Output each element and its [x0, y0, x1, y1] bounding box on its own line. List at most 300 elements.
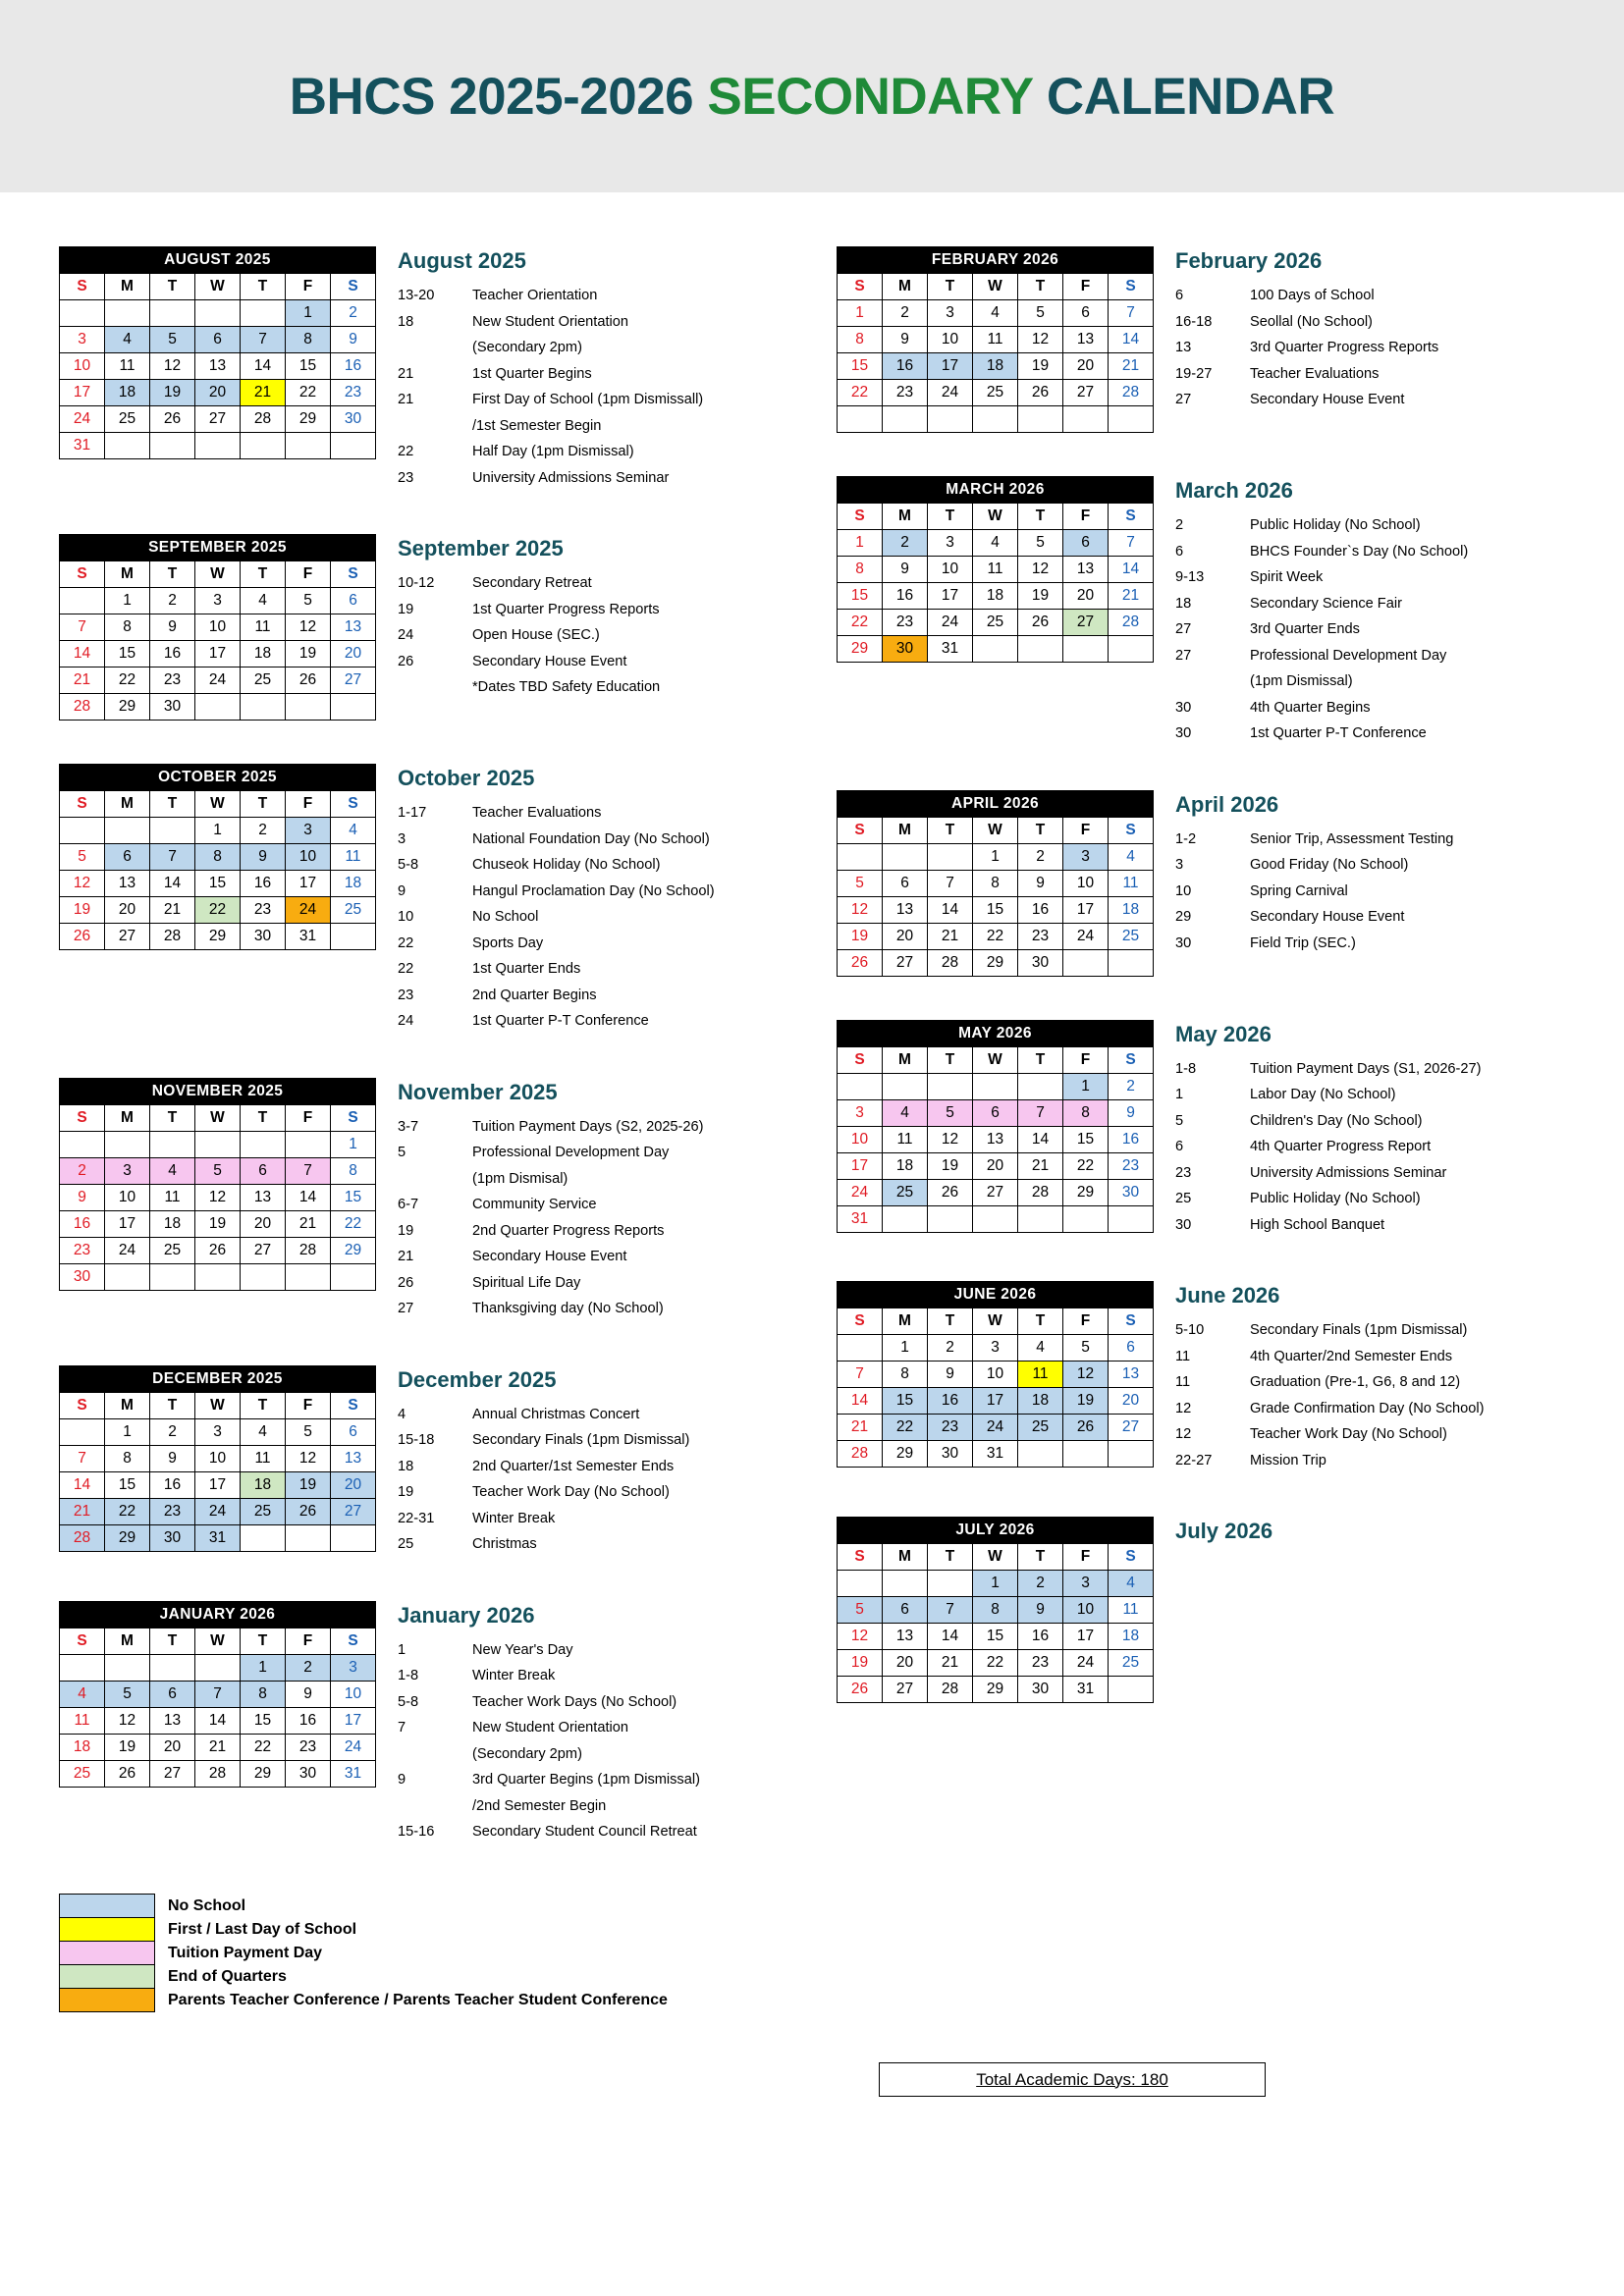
calendar-day-cell: 19 [105, 1734, 150, 1760]
calendar-day-cell: 27 [331, 667, 376, 694]
event-date: 3 [1175, 857, 1184, 873]
calendar-grid-july-2026 [837, 1517, 1154, 1703]
day-of-week-header: F [286, 791, 331, 818]
event-row [398, 597, 785, 623]
event-description: Thanksgiving day (No School) [472, 1301, 664, 1316]
calendar-day-cell: 24 [60, 406, 105, 433]
events-title: May 2026 [1175, 1021, 1272, 1046]
day-of-week-header: S [838, 1046, 883, 1073]
calendar-day-cell: 6 [241, 1157, 286, 1184]
calendar-day-cell: 8 [331, 1157, 376, 1184]
calendar-day-cell: 10 [1063, 1597, 1109, 1624]
calendar-day-cell [973, 1205, 1018, 1232]
event-row [398, 1506, 785, 1532]
event-description: Teacher Work Day (No School) [1250, 1426, 1447, 1442]
events-list-october-2025 [376, 764, 785, 1035]
day-of-week-header: T [1018, 504, 1063, 530]
calendar-week-row [838, 1126, 1154, 1152]
day-of-week-header: T [928, 504, 973, 530]
event-description: 4th Quarter Begins [1250, 699, 1371, 716]
calendar-week-row [60, 871, 376, 897]
event-date: 30 [1175, 725, 1192, 741]
event-description: 2nd Quarter/1st Semester Ends [472, 1458, 675, 1474]
event-date: 3-7 [398, 1118, 419, 1135]
day-of-week-header: W [195, 274, 241, 300]
event-description: Spirit Week [1250, 569, 1324, 585]
month-block-october-2025 [59, 764, 785, 1035]
calendar-day-cell: 23 [1018, 1650, 1063, 1677]
calendar-day-cell: 5 [1018, 300, 1063, 327]
event-row [398, 1767, 785, 1793]
calendar-week-row [60, 1445, 376, 1471]
calendar-day-cell [60, 588, 105, 614]
day-of-week-header: M [105, 791, 150, 818]
calendar-day-cell: 4 [883, 1099, 928, 1126]
calendar-day-cell: 13 [1109, 1362, 1154, 1388]
calendar-day-cell [883, 406, 928, 433]
calendar-day-cell: 7 [838, 1362, 883, 1388]
calendar-day-cell: 20 [241, 1210, 286, 1237]
day-of-week-header: T [928, 1544, 973, 1571]
calendar-day-cell: 18 [973, 583, 1018, 610]
calendar-day-cell: 2 [150, 588, 195, 614]
calendar-week-row [60, 1237, 376, 1263]
calendar-day-cell: 21 [195, 1734, 241, 1760]
calendar-day-cell: 8 [105, 1445, 150, 1471]
calendar-day-cell: 24 [838, 1179, 883, 1205]
calendar-day-cell: 2 [150, 1418, 195, 1445]
event-row [398, 1244, 785, 1270]
calendar-day-cell: 29 [105, 694, 150, 721]
calendar-day-cell: 1 [105, 588, 150, 614]
calendar-day-cell: 16 [883, 583, 928, 610]
calendar-day-cell: 6 [105, 844, 150, 871]
legend-label: First / Last Day of School [168, 1920, 357, 1938]
calendar-day-cell: 9 [883, 327, 928, 353]
calendar-day-cell: 30 [331, 406, 376, 433]
day-of-week-header: W [195, 791, 241, 818]
calendar-day-cell: 3 [973, 1335, 1018, 1362]
legend-row [59, 1989, 1624, 2012]
calendar-day-cell: 3 [1063, 843, 1109, 870]
calendar-day-cell [105, 1654, 150, 1681]
calendar-day-cell: 27 [973, 1179, 1018, 1205]
event-description: Teacher Work Day (No School) [472, 1484, 670, 1500]
calendar-day-cell: 22 [241, 1734, 286, 1760]
calendar-day-cell: 6 [331, 1418, 376, 1445]
calendar-day-cell [928, 1571, 973, 1597]
day-of-week-header: T [1018, 1544, 1063, 1571]
calendar-day-cell: 30 [150, 1524, 195, 1551]
calendar-day-cell: 15 [286, 353, 331, 380]
event-date: 19 [398, 1484, 414, 1500]
month-grid-title: FEBRUARY 2026 [838, 247, 1154, 274]
calendar-day-cell: 31 [331, 1760, 376, 1787]
event-row [1175, 564, 1563, 591]
calendar-day-cell: 25 [883, 1179, 928, 1205]
day-of-week-header: S [331, 791, 376, 818]
calendar-day-cell [105, 1131, 150, 1157]
calendar-day-cell: 12 [1018, 327, 1063, 353]
calendar-week-row [838, 1388, 1154, 1415]
calendar-day-cell: 19 [286, 641, 331, 667]
calendar-week-row [838, 1597, 1154, 1624]
legend-label: Parents Teacher Conference / Parents Teacher Student Conference [168, 1991, 668, 2008]
month-block-july-2026 [837, 1517, 1563, 1703]
event-row [398, 931, 785, 957]
event-date: 1-17 [398, 805, 427, 821]
calendar-day-cell: 29 [838, 636, 883, 663]
event-description: Chuseok Holiday (No School) [472, 857, 661, 873]
event-description: Good Friday (No School) [1250, 857, 1409, 873]
event-date [398, 674, 472, 701]
calendar-day-cell: 10 [928, 327, 973, 353]
calendar-week-row [60, 1734, 376, 1760]
event-date: 6 [1175, 1139, 1184, 1154]
calendar-day-cell: 4 [1109, 843, 1154, 870]
day-of-week-header: F [286, 274, 331, 300]
month-grid-title: OCTOBER 2025 [60, 765, 376, 791]
calendar-week-row [838, 300, 1154, 327]
calendar-week-row [60, 300, 376, 327]
calendar-day-cell [60, 1418, 105, 1445]
event-row [398, 570, 785, 597]
event-row [398, 1479, 785, 1506]
events-list-december-2025 [376, 1365, 785, 1558]
calendar-day-cell [838, 1571, 883, 1597]
calendar-day-cell: 13 [105, 871, 150, 897]
event-date: 12 [1175, 1426, 1192, 1442]
calendar-grid-october-2025 [59, 764, 376, 950]
calendar-day-cell: 25 [973, 610, 1018, 636]
calendar-day-cell: 20 [1109, 1388, 1154, 1415]
calendar-day-cell: 3 [928, 300, 973, 327]
calendar-week-row [838, 327, 1154, 353]
calendar-day-cell: 14 [195, 1707, 241, 1734]
calendar-day-cell: 22 [105, 667, 150, 694]
event-date: 27 [1175, 647, 1192, 664]
calendar-day-cell: 21 [60, 667, 105, 694]
day-of-week-header: T [241, 274, 286, 300]
event-date: 23 [398, 469, 414, 486]
calendar-day-cell: 6 [195, 327, 241, 353]
events-list-april-2026 [1154, 790, 1563, 957]
month-block-april-2026 [837, 790, 1563, 977]
event-description: Secondary House Event [1250, 909, 1405, 925]
events-title: August 2025 [398, 248, 526, 273]
event-row [398, 1296, 785, 1322]
calendar-day-cell: 15 [838, 353, 883, 380]
calendar-day-cell [838, 1335, 883, 1362]
day-of-week-header: T [241, 1628, 286, 1654]
event-date: 6 [1175, 288, 1184, 303]
event-date [398, 1166, 472, 1193]
calendar-day-cell: 1 [838, 300, 883, 327]
calendar-day-cell: 26 [838, 1677, 883, 1703]
calendar-day-cell: 1 [105, 1418, 150, 1445]
calendar-day-cell: 10 [973, 1362, 1018, 1388]
calendar-day-cell: 13 [883, 896, 928, 923]
day-of-week-header: S [838, 817, 883, 843]
calendar-day-cell: 21 [286, 1210, 331, 1237]
event-row [1175, 1421, 1563, 1448]
calendar-day-cell [1063, 1441, 1109, 1468]
calendar-day-cell: 14 [286, 1184, 331, 1210]
calendar-day-cell: 4 [105, 327, 150, 353]
events-list-june-2026 [1154, 1281, 1563, 1473]
calendar-day-cell: 3 [1063, 1571, 1109, 1597]
calendar-day-cell: 22 [195, 897, 241, 924]
calendar-day-cell: 11 [1018, 1362, 1063, 1388]
calendar-day-cell: 22 [838, 380, 883, 406]
day-of-week-header: S [1109, 1544, 1154, 1571]
calendar-day-cell: 17 [928, 583, 973, 610]
day-of-week-header: T [928, 274, 973, 300]
calendar-day-cell: 9 [1109, 1099, 1154, 1126]
day-of-week-header: F [286, 561, 331, 588]
calendar-day-cell: 19 [150, 380, 195, 406]
calendar-day-cell: 26 [1018, 380, 1063, 406]
legend-swatch-tuition [59, 1941, 155, 1965]
calendar-day-cell [1109, 949, 1154, 976]
events-list-november-2025 [376, 1078, 785, 1322]
day-of-week-header: T [1018, 817, 1063, 843]
calendar-day-cell: 23 [331, 380, 376, 406]
calendar-day-cell: 1 [286, 300, 331, 327]
calendar-day-cell: 19 [286, 1471, 331, 1498]
event-date: 11 [1175, 1348, 1191, 1364]
calendar-week-row [838, 1677, 1154, 1703]
calendar-day-cell: 26 [105, 1760, 150, 1787]
calendar-day-cell: 29 [105, 1524, 150, 1551]
event-date: 29 [1175, 909, 1192, 925]
event-date: 3 [398, 830, 406, 847]
event-row [398, 1637, 785, 1664]
event-date: 25 [398, 1536, 414, 1552]
calendar-day-cell: 8 [1063, 1099, 1109, 1126]
day-of-week-header: S [331, 1104, 376, 1131]
event-row [398, 1793, 785, 1820]
event-description: 1st Quarter Begins [472, 365, 592, 382]
calendar-day-cell: 27 [105, 924, 150, 950]
event-description: Public Holiday (No School) [1250, 517, 1421, 533]
calendar-day-cell: 26 [1018, 610, 1063, 636]
event-row [398, 904, 785, 931]
calendar-week-row [60, 1524, 376, 1551]
calendar-day-cell: 6 [1109, 1335, 1154, 1362]
event-date [398, 413, 472, 440]
calendar-day-cell [286, 1524, 331, 1551]
calendar-day-cell: 27 [241, 1237, 286, 1263]
legend-label: Tuition Payment Day [168, 1944, 323, 1961]
event-row [398, 1715, 785, 1741]
calendar-day-cell [928, 406, 973, 433]
calendar-day-cell: 7 [60, 614, 105, 641]
calendar-day-cell: 7 [928, 870, 973, 896]
event-description: *Dates TBD Safety Education [472, 679, 661, 695]
calendar-day-cell: 19 [928, 1152, 973, 1179]
calendar-day-cell: 13 [331, 1445, 376, 1471]
events-list-march-2026 [1154, 476, 1563, 747]
calendar-day-cell: 2 [883, 300, 928, 327]
calendar-day-cell: 28 [1018, 1179, 1063, 1205]
day-of-week-header: F [1063, 504, 1109, 530]
calendar-day-cell: 17 [195, 641, 241, 667]
calendar-day-cell: 24 [195, 667, 241, 694]
event-row [1175, 1396, 1563, 1422]
calendar-day-cell: 18 [1109, 1624, 1154, 1650]
calendar-week-row [60, 1131, 376, 1157]
calendar-day-cell: 6 [1063, 300, 1109, 327]
calendar-day-cell: 21 [1018, 1152, 1063, 1179]
month-block-november-2025 [59, 1078, 785, 1322]
day-of-week-header: M [105, 1104, 150, 1131]
event-date: 1 [1175, 1087, 1184, 1102]
calendar-week-row [838, 1362, 1154, 1388]
event-date: 12 [1175, 1400, 1192, 1416]
event-row [398, 649, 785, 675]
calendar-day-cell: 23 [286, 1734, 331, 1760]
calendar-day-cell: 18 [105, 380, 150, 406]
event-row [1175, 931, 1563, 957]
event-date: 9 [398, 1772, 406, 1788]
calendar-day-cell [928, 843, 973, 870]
calendar-day-cell [331, 433, 376, 459]
month-grid-title: DECEMBER 2025 [60, 1365, 376, 1392]
calendar-week-row [838, 1441, 1154, 1468]
calendar-week-row [60, 433, 376, 459]
calendar-column-left [59, 246, 785, 1889]
calendar-day-cell: 16 [241, 871, 286, 897]
calendar-day-cell [241, 694, 286, 721]
calendar-day-cell: 4 [150, 1157, 195, 1184]
events-list-january-2026 [376, 1601, 785, 1845]
calendar-day-cell: 31 [928, 636, 973, 663]
event-date: 22 [398, 444, 414, 459]
calendar-day-cell: 14 [838, 1388, 883, 1415]
calendar-day-cell: 28 [928, 949, 973, 976]
event-date: 9-13 [1175, 569, 1205, 585]
calendar-day-cell [1063, 1205, 1109, 1232]
calendar-day-cell [1063, 949, 1109, 976]
calendar-day-cell: 8 [973, 1597, 1018, 1624]
calendar-week-row [60, 406, 376, 433]
calendar-day-cell: 23 [883, 380, 928, 406]
calendar-day-cell: 25 [1018, 1415, 1063, 1441]
calendar-day-cell: 13 [331, 614, 376, 641]
calendar-day-cell: 23 [241, 897, 286, 924]
calendar-day-cell: 2 [241, 818, 286, 844]
calendar-day-cell: 10 [60, 353, 105, 380]
calendar-day-cell: 31 [973, 1441, 1018, 1468]
event-description: 4th Quarter Progress Report [1250, 1139, 1432, 1154]
event-date: 22 [398, 934, 414, 951]
events-list-july-2026 [1154, 1517, 1563, 1553]
calendar-week-row [60, 1760, 376, 1787]
event-description: Spiritual Life Day [472, 1274, 581, 1291]
day-of-week-header: T [150, 1628, 195, 1654]
day-of-week-header: T [241, 791, 286, 818]
calendar-day-cell: 10 [195, 1445, 241, 1471]
day-of-week-header: S [1109, 1308, 1154, 1335]
month-block-january-2026 [59, 1601, 785, 1845]
event-date: 10 [1175, 882, 1192, 899]
calendar-day-cell: 23 [1109, 1152, 1154, 1179]
calendar-day-cell: 16 [928, 1388, 973, 1415]
calendar-week-row [838, 1179, 1154, 1205]
day-of-week-header: T [150, 274, 195, 300]
event-row [398, 361, 785, 388]
calendar-day-cell [286, 694, 331, 721]
calendar-day-cell [60, 1131, 105, 1157]
event-row [1175, 1317, 1563, 1344]
title-part-3: CALENDAR [1032, 67, 1335, 126]
event-row [398, 1218, 785, 1245]
calendar-day-cell: 5 [105, 1681, 150, 1707]
day-of-week-header: M [883, 1308, 928, 1335]
calendar-day-cell: 15 [1063, 1126, 1109, 1152]
calendar-day-cell: 29 [973, 949, 1018, 976]
event-description: Secondary House Event [1250, 392, 1405, 407]
event-row [1175, 879, 1563, 905]
calendar-day-cell: 30 [1109, 1179, 1154, 1205]
calendar-week-row [60, 1157, 376, 1184]
calendar-day-cell: 17 [1063, 896, 1109, 923]
calendar-day-cell: 14 [1109, 557, 1154, 583]
calendar-day-cell: 4 [973, 530, 1018, 557]
calendar-day-cell: 19 [838, 923, 883, 949]
event-description: Winter Break [472, 1668, 556, 1683]
calendar-day-cell: 10 [838, 1126, 883, 1152]
event-row [1175, 721, 1563, 747]
calendar-day-cell: 2 [883, 530, 928, 557]
day-of-week-header: S [331, 1628, 376, 1654]
event-date [398, 335, 472, 361]
day-of-week-header: W [973, 1544, 1018, 1571]
calendar-day-cell: 2 [331, 300, 376, 327]
calendar-day-cell: 16 [331, 353, 376, 380]
calendar-day-cell: 20 [105, 897, 150, 924]
calendar-day-cell: 10 [331, 1681, 376, 1707]
event-row [398, 283, 785, 309]
day-of-week-header: M [105, 274, 150, 300]
calendar-day-cell: 20 [331, 1471, 376, 1498]
calendar-day-cell: 3 [928, 530, 973, 557]
event-description: Teacher Work Days (No School) [472, 1693, 677, 1710]
month-grid-title: AUGUST 2025 [60, 247, 376, 274]
event-row [398, 1008, 785, 1035]
calendar-day-cell: 15 [883, 1388, 928, 1415]
calendar-day-cell: 6 [883, 870, 928, 896]
calendar-day-cell: 29 [286, 406, 331, 433]
event-description: Community Service [472, 1197, 597, 1212]
event-description: Teacher Evaluations [1250, 365, 1380, 382]
day-of-week-header: T [150, 1104, 195, 1131]
legend-swatch-ptc [59, 1988, 155, 2012]
legend-swatch-first_last [59, 1917, 155, 1942]
calendar-day-cell [883, 1205, 928, 1232]
event-date: 27 [1175, 392, 1192, 407]
calendar-day-cell: 14 [1018, 1126, 1063, 1152]
event-date: 10 [398, 909, 414, 925]
calendar-day-cell: 31 [286, 924, 331, 950]
calendar-week-row [838, 896, 1154, 923]
event-row [398, 827, 785, 853]
calendar-day-cell: 21 [928, 923, 973, 949]
day-of-week-header: S [60, 274, 105, 300]
calendar-week-row [838, 1335, 1154, 1362]
day-of-week-header: T [928, 1046, 973, 1073]
